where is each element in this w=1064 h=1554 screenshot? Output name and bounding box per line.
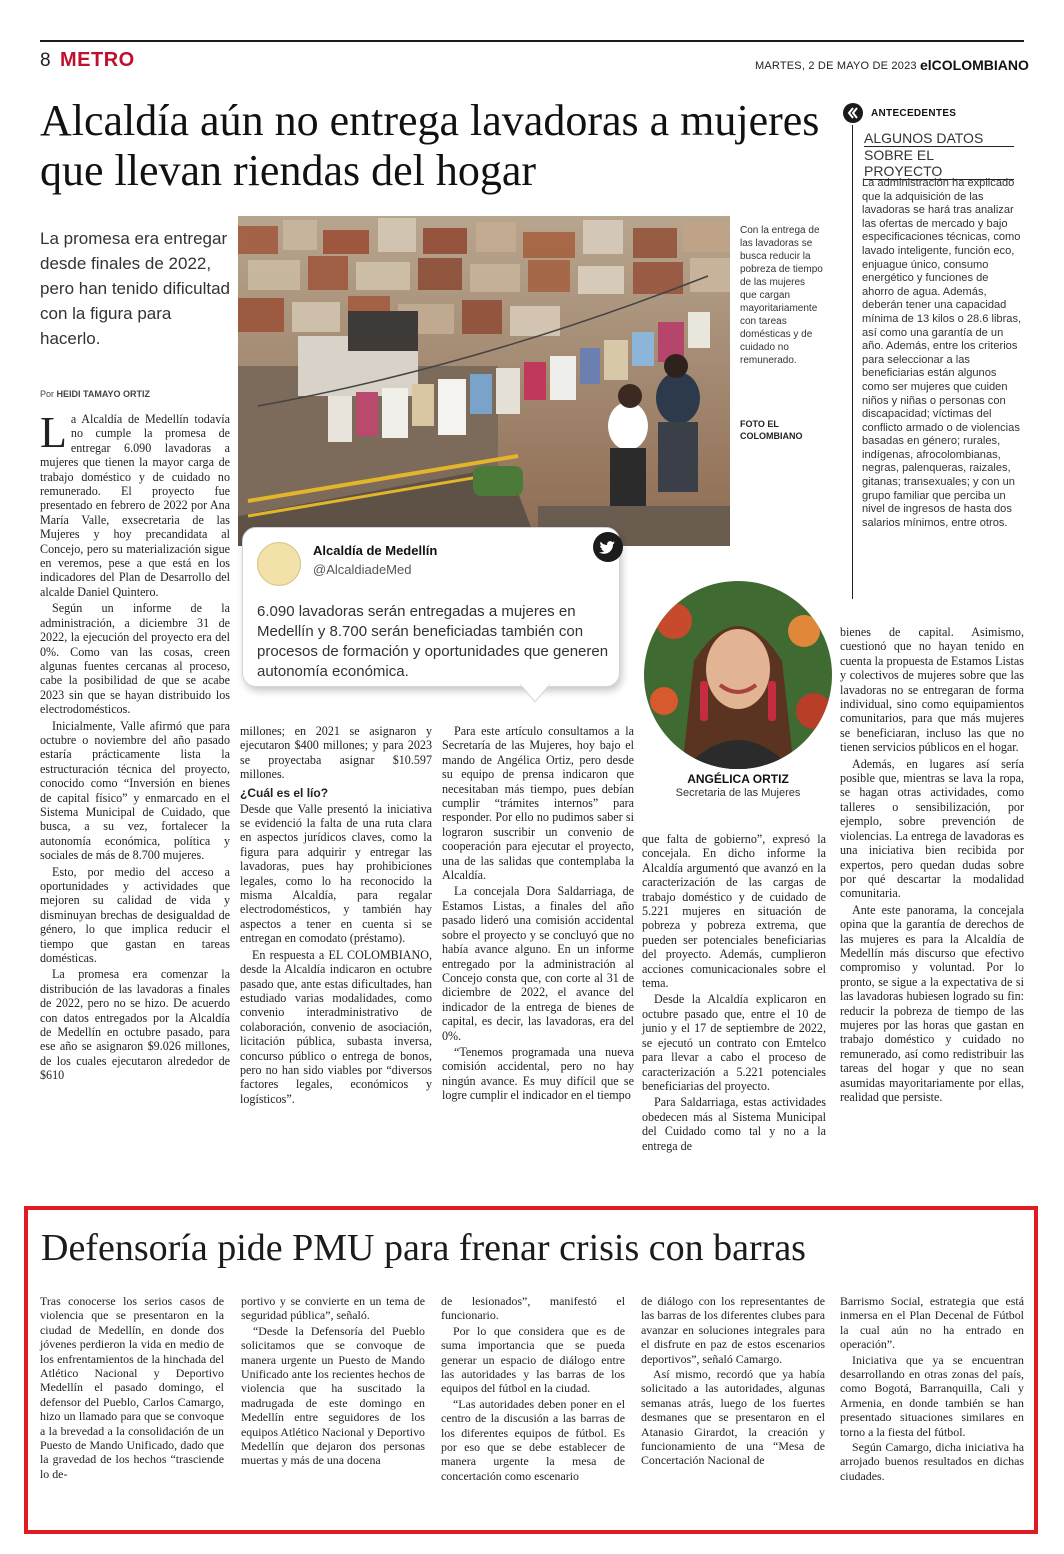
paragraph: bienes de capital. Asimismo, cuestionó que no hayan tenido en cuenta la propuesta de Estamos Listas y colectivos de mujeres sobre que las lavadoras no se entregaran de forma individual, sino como equipamientos comunitarios, para que más mujeres se beneficiaran, incluso las que no tienen servicios públicos en el hogar. (840, 625, 1024, 755)
sidebar-title (864, 130, 1014, 180)
paragraph: Así mismo, recordó que ya había solicitado a las autoridades, algunas semanas atrás, luego de los fuertes desmanes que se presentaron en el Atanasio Girardot, la creación y funcionamiento de una “Mesa de Concertación Nacional de (641, 1367, 825, 1468)
article-deck: La promesa era entregar desde finales de 2022, pero han tenido dificultad con la figura para hacerlo. (40, 229, 230, 348)
photo-caption: Con la entrega de las lavadoras se busca reducir la pobreza de tiempo de las mujeres que cargan mayoritariamente con tareas domésticas y de cuidado no remunerado. (740, 225, 823, 366)
article-column-4 (642, 832, 826, 1155)
article-column-3 (442, 724, 634, 1105)
newspaper-brand: elCOLOMBIANO (920, 57, 1029, 73)
section-label: METRO (60, 49, 135, 71)
second-article-headline: Defensoría pide PMU para frenar crisis con barras (41, 1227, 806, 1269)
issue-date: MARTES, 2 DE MAYO DE 2023 (755, 60, 917, 72)
sidebar-kicker: ANTECEDENTES (871, 108, 957, 119)
paragraph: Ante este panorama, la concejala opina que la garantía de derechos de las mujeres es para la Alcaldía de Medellín más discurso que efectivo compromiso y voluntad. Por lo pronto, se sigue a la expectativa de si las lavadoras hubiesen logrado su fin: reducir la pobreza de tiempo de las mujeres por las horas que gastan en trabajo doméstico y cuidado no remunerado, así como redistribuir las tareas del hogar y que no sean asumidas mayoritariamente por ellas, realidad que persiste. (840, 902, 1024, 1104)
byline-author: HEIDI TAMAYO ORTIZ (56, 389, 151, 399)
paragraph: Iniciativa que ya se encuentran desarrollando en otras zonas del país, como Bogotá, Barranquilla, Cali y Armenia, en donde también se han presentado situaciones similares en torno a la fiesta del fútbol. (840, 1352, 1024, 1439)
photo-credit: FOTO EL COLOMBIANO (740, 419, 803, 441)
second-article-column-4 (641, 1294, 825, 1469)
portrait-name: ANGÉLICA ORTIZ (687, 772, 789, 786)
second-article-column-5 (840, 1294, 1024, 1484)
top-rule (40, 40, 1024, 42)
article-photo (238, 216, 730, 546)
paragraph: “Tenemos programada una nueva comisión accidental, pero no hay ningún avance. Es muy difícil que se logre cumplir el indicador en el tiempo (442, 1044, 634, 1103)
paragraph: de lesionados”, manifestó el funcionario. (441, 1294, 625, 1323)
paragraph: La Alcaldía de Medellín todavía no cumple la promesa de entregar 6.090 lavadoras a mujeres que tienen la mayor carga de trabajo doméstico y de cuidado no remunerado. El proyecto fue presentado en febrero de 2022 por Ana María Valle, exsecretaria de las Mujeres y hoy precandidata al Concejo, pero su materialización sigue en veremos, pese a que está en los indicadores del Plan de Desarrollo del alcalde Daniel Quintero. (40, 408, 230, 599)
paragraph: Desde que Valle presentó la iniciativa se evidenció la falta de una ruta clara en aspectos jurídicos claves, como la figura para adquirir y entregar las lavadoras, pues hay prohibiciones legales, como lo ha reconocido la misma Alcaldía, para regalar electrodomésticos, y también hay aspectos a tener en cuenta si se entregan en comodato (préstamo). (240, 801, 432, 946)
second-article-column-1 (40, 1294, 224, 1482)
sidebar-rule (852, 125, 853, 599)
article-headline: Alcaldía aún no entrega lavadoras a mujeres que llevan riendas del hogar (40, 96, 820, 195)
paragraph: Por lo que considera que es de suma importancia que se pueda generar un espacio de diálogo entre las autoridades y las barras de los equipos del fútbol en la ciudad. (441, 1323, 625, 1396)
tweet-account-name: Alcaldía de Medellín (313, 543, 438, 558)
page-number: 8 (40, 50, 51, 71)
paragraph: Según Camargo, dicha iniciativa ha arrojado buenos resultados en dichas ciudades. (840, 1440, 1024, 1483)
paragraph: portivo y se convierte en un tema de seguridad pública”, señaló. (241, 1294, 425, 1323)
byline (40, 389, 150, 399)
paragraph: “Las autoridades deben poner en el centro de la discusión a las barras de los diferentes equipos de fútbol. Es por eso que se debe establecer de manera urgente la mesa de concertación como escenario (441, 1396, 625, 1483)
paragraph: Inicialmente, Valle afirmó que para octubre o noviembre del año pasado estaría prácticamente lista la estructuración técnica del proyecto, conocido como “Inversión en bienes de capital físico” y enmarcado en el Sistema Municipal de Cuidado, que busca, a su vez, fortalecer la autonomía económica, política y sociales de más de 8.700 mujeres. (40, 718, 230, 863)
paragraph: Esto, por medio del acceso a oportunidades y actividades que mejoren su calidad de vida y disminuyan brechas de desigualdad de género, lo que implica reducir el tiempo que gastan en tareas domésticas. (40, 864, 230, 966)
paragraph: Tras conocerse los serios casos de violencia que se presentaron en la ciudad de Medellín, en donde dos jóvenes perdieron la vida en medio de los enfrentamientos de la hinchada del Atlético Nacional y Deportivo Medellín el pasado domingo, el defensor del Pueblo, Carlos Camargo, hizo un llamado para que se convoque a la brevedad a la consolidación de un Puesto de Mando Unificado, dado que la gravedad de los hechos “trasciende lo de- (40, 1294, 224, 1481)
article-column-2 (240, 724, 432, 1108)
tweet-card (242, 527, 620, 687)
paragraph: Para este artículo consultamos a la Secretaría de las Mujeres, hoy bajo el mando de Angélica Ortiz, pero desde su equipo de prensa indicaron que necesitaban más tiempo, pues debían cumplir “trámites internos” para responder. Por ello no pudimos saber si lograron suscribir un convenio de cooperación para ejecutar el proyecto, una de las salidas que contemplaba la Alcaldía. (442, 724, 634, 883)
subheading: ¿Cuál es el lío? (240, 785, 329, 800)
paragraph: Según un informe de la administración, a diciembre 31 de 2022, la ejecución del proyecto era del 0%. Como van las cosas, creen algunas fuentes cercanas al proceso, cabe la posibilidad de que se acabe 2023 sin que se hayan distribuido los electrodomésticos. (40, 601, 230, 717)
portrait-photo (644, 581, 832, 769)
second-article-column-2 (241, 1294, 425, 1469)
account-avatar (257, 542, 301, 586)
sidebar-title-line: SOBRE EL PROYECTO (864, 147, 1014, 180)
second-article-column-3 (441, 1294, 625, 1484)
paragraph: Barrismo Social, estrategia que está inmersa en el Plan Decenal de Fútbol la cual aún no ha entrado en operación”. (840, 1294, 1024, 1352)
tweet-handle: @AlcaldiadeMed (313, 562, 412, 577)
portrait-title: Secretaria de las Mujeres (675, 787, 801, 799)
antecedentes-arrow-icon (843, 103, 863, 123)
paragraph: La concejala Dora Saldarriaga, de Estamos Listas, a finales del año pasado lideró una comisión accidental sobre el proyecto y se concluyó que no había avance alguno. En un informe entregado por la administración al Concejo consta que, con corte al 31 de diciembre de 2022, el avance del indicador de la entrega de bienes de capital, es decir, las lavadoras, era del 0%. (442, 884, 634, 1043)
paragraph: que falta de gobierno”, expresó la concejala. En dicho informe la Alcaldía argumentó que avanzó en la caracterización de las cargas de trabajo doméstico y de cuidado de 5.221 mujeres en situación de pobreza y pobreza extrema, que pueden ser potenciales beneficiarias del proyecto. Además, cumplieron acciones comunicacionales sobre el tema. (642, 832, 826, 991)
paragraph: Para Saldarriaga, estas actividades obedecen más al Sistema Municipal del Cuidado como tal y no a la entrega de (642, 1095, 826, 1153)
angelica-ortiz-portrait (644, 581, 832, 769)
article-column-5 (840, 625, 1024, 1106)
paragraph: En respuesta a EL COLOMBIANO, desde la Alcaldía indicaron en octubre pasado que, ante estas dificultades, han estudiado varias modalidades, como convenio interadministrativo de colaboración, convenio de asociación, licitación pública, subasta inversa, concurso público o entrega de bonos, pero no han sido viables por “diversos factores legales, económicos y logísticos”. (240, 947, 432, 1106)
hillside-laundry-photo (238, 216, 730, 546)
twitter-bird-icon (593, 532, 623, 562)
paragraph: La promesa era comenzar la distribución de las lavadoras a finales de 2022, pero no se hizo. De acuerdo con datos entregados por la Alcaldía de Medellín en octubre pasado, para ese año se asignaron $9.026 millones, de los cuales ejecutaron alrededor de $610 (40, 967, 230, 1083)
paragraph: “Desde la Defensoría del Pueblo solicitamos que se convoque de manera urgente un Puesto de Mando Unificado ante los recientes hechos de violencia que ha suscitado la madrugada de este domingo en Medellín entre seguidores de los equipos Atlético Nacional y Deportivo Medellín que dejaron dos personas muertas y más de una docena (241, 1323, 425, 1468)
paragraph: Desde la Alcaldía explicaron en octubre pasado que, entre el 10 de junio y el 17 de septiembre de 2022, se ejecutó un contrato con Emtelco para llevar a cabo el proceso de caracterización a 5.221 potenciales beneficiarias del proyecto. (642, 992, 826, 1093)
article-column-1 (40, 408, 230, 1085)
paragraph: Además, en lugares así sería posible que, mientras se lava la ropa, se hagan otras actividades, como talleres o sensibilización, por ejemplo, sobre prevención de violencias. La entrega de lavadoras es una iniciativa bien recibida por expertos, pero quedan dudas sobre por qué descartar la modalidad comunitaria. (840, 756, 1024, 901)
sidebar-title-line: ALGUNOS DATOS (864, 130, 1014, 147)
tweet-pointer (520, 684, 550, 704)
drop-cap: L (40, 408, 67, 457)
sidebar-text: La administración ha explicado que la adquisición de las lavadoras se hará tras analizar las ofertas de mercado y bajo especificaciones técnicas, como lavado inteligente, función eco, enjuague único, consumo energético y funciones de ahorro de agua. Además, deberán tener una capacidad mínima de 13 kilos o 28.6 libras, así como una garantía de un año. Además, entre los criterios para seleccionar a las beneficiarias están algunos como ser mujeres que cuiden niños y niñas o personas con discapacidad; víctimas del conflicto armado o de violencias basadas en género; rurales, indígenas, afrocolombianas, negras, palenqueras, raizales, gitanas; transexuales; y con un grupo familiar que perciba un nivel de ingresos de hasta dos salarios mínimos, entre otros. (862, 177, 1022, 529)
paragraph: millones; en 2021 se asignaron y ejecutaron $400 millones; y para 2023 se proyectaba asignar $10.597 millones. (240, 724, 432, 782)
byline-prefix: Por (40, 389, 55, 399)
paragraph: de diálogo con los representantes de las barras de los diferentes clubes para avanzar en soluciones integrales para el disfrute en paz de estos escenarios deportivos”, señaló Camargo. (641, 1294, 825, 1366)
tweet-text: 6.090 lavadoras serán entregadas a mujeres en Medellín y 8.700 serán beneficiadas también con procesos de formación y oportunidades que generen autonomía económica. (257, 603, 609, 680)
